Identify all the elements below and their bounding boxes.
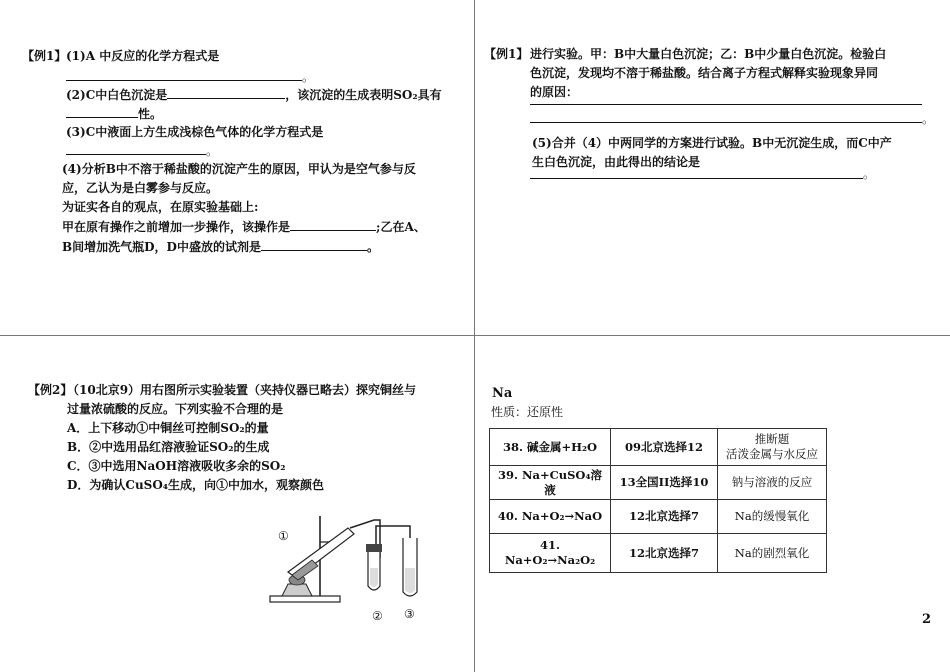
- q1-part4: [62, 160, 462, 257]
- q1-part4-line4: [62, 217, 462, 237]
- q1b-body: [530, 45, 930, 102]
- table-cell: 09北京选择12: [611, 429, 718, 466]
- q2-option-b[interactable]: B．②中选用品红溶液验证SO₂的生成: [67, 440, 270, 454]
- na-title: Na: [492, 386, 513, 401]
- q2-tag: 【例2】: [28, 383, 73, 397]
- q1-part4-line3: 为证实各自的观点，在原实验基础上:: [62, 200, 259, 214]
- q2-option-d[interactable]: D．为确认CuSO₄生成，向①中加水，观察颜色: [67, 478, 325, 492]
- answer-blank[interactable]: [66, 67, 302, 81]
- q2-option-a[interactable]: A．上下移动①中铜丝可控制SO₂的量: [67, 421, 269, 435]
- answer-blank[interactable]: [290, 217, 376, 231]
- table-cell: 12北京选择7: [611, 500, 718, 534]
- q1-part2-text-c: 性。: [138, 107, 163, 121]
- q1b-period-b: 。: [863, 167, 876, 181]
- table-cell: 39. Na+CuSO₄溶液: [490, 466, 611, 500]
- q1-part1-text: (1)A 中反应的化学方程式是: [66, 49, 220, 63]
- q1-part3-answer: [66, 141, 218, 161]
- q1b-line2: 色沉淀，发现均不溶于稀盐酸。结合离子方程式解释实验现象异同: [530, 66, 879, 80]
- q1-part1: [66, 47, 219, 66]
- q1-part2-cont: [66, 104, 162, 124]
- q1b-line1: 进行实验。甲：B中大量白色沉淀；乙：B中少量白色沉淀。检验白: [530, 47, 887, 61]
- q1b-line4: (5)合并（4）中两同学的方案进行试验。B中无沉淀生成，而C中产: [532, 136, 892, 150]
- answer-blank[interactable]: [167, 85, 285, 99]
- q1-part4-line1: (4)分析B中不溶于稀盐酸的沉淀产生的原因，甲认为是空气参与反: [62, 162, 416, 176]
- q1b-line3: 的原因：: [530, 85, 579, 99]
- table-cell: 钠与溶液的反应: [718, 466, 827, 500]
- q1-part2: [66, 85, 442, 105]
- q2-option-c[interactable]: C．③中选用NaOH溶液吸收多余的SO₂: [67, 459, 286, 473]
- q1b-tag: 【例1】: [484, 47, 529, 61]
- na-table: [489, 428, 827, 573]
- table-cell: 13全国II选择10: [611, 466, 718, 500]
- table-cell: 12北京选择7: [611, 534, 718, 573]
- table-row: [490, 534, 827, 573]
- q2-line2: 过量浓硫酸的反应。下列实验不合理的是: [67, 402, 284, 416]
- q1b-period-a: 。: [922, 112, 935, 126]
- q1-part1-answer: [66, 67, 314, 87]
- table-row: [490, 466, 827, 500]
- vertical-divider: [474, 0, 475, 672]
- q1-tag: 【例1】: [22, 49, 67, 63]
- apparatus-label-3: ③: [404, 607, 415, 621]
- table-cell: Na的剧烈氧化: [718, 534, 827, 573]
- q1-part4-text-d2: ;乙在A、: [376, 220, 426, 234]
- cell-line: 推断题: [754, 432, 790, 446]
- table-cell: 41. Na+O₂→Na₂O₂: [490, 534, 611, 573]
- cell-line: 活泼金属与水反应: [726, 447, 818, 461]
- table-cell: 40. Na+O₂→NaO: [490, 500, 611, 534]
- horizontal-divider: [0, 335, 950, 336]
- table-cell: [718, 429, 827, 466]
- q1-part4-line2: 应，乙认为是白雾参与反应。: [62, 181, 219, 195]
- q2-body: [67, 381, 467, 495]
- answer-line[interactable]: [530, 104, 922, 105]
- answer-blank[interactable]: [66, 141, 206, 155]
- answer-line[interactable]: [530, 178, 863, 179]
- page-number: 2: [922, 612, 932, 627]
- table-cell: 38. 碱金属+H₂O: [490, 429, 611, 466]
- q1-part4-text-d1: 甲在原有操作之前增加一步操作，该操作是: [62, 220, 291, 234]
- table-cell: Na的缓慢氧化: [718, 500, 827, 534]
- q1b-line5: 生白色沉淀，由此得出的结论是: [532, 155, 701, 169]
- q2-line1: （10北京9）用右图所示实验装置（夹持仪器已略去）探究铜丝与: [67, 383, 417, 397]
- q1-part4-line5: [62, 237, 462, 257]
- q1-part3-text: (3)C中液面上方生成浅棕色气体的化学方程式是: [66, 125, 324, 139]
- q1-period-3: 。: [206, 144, 219, 158]
- apparatus-label-1: ①: [278, 529, 289, 543]
- table-row: [490, 500, 827, 534]
- q1-part2-text-a: (2)C中白色沉淀是: [66, 88, 168, 102]
- answer-blank[interactable]: [66, 104, 138, 118]
- q1-part3: [66, 123, 323, 142]
- apparatus-diagram: [262, 508, 442, 628]
- q1-part2-text-b: ，该沉淀的生成表明SO₂具有: [285, 88, 442, 102]
- q1-part4-text-e1: B间增加洗气瓶D，D中盛放的试剂是: [62, 240, 261, 254]
- apparatus-label-2: ②: [372, 609, 383, 623]
- answer-blank[interactable]: [261, 237, 367, 251]
- q1-period-1: 。: [302, 70, 315, 84]
- table-row: [490, 429, 827, 466]
- q1-period-4: 。: [366, 240, 379, 254]
- na-property: 性质：还原性: [491, 405, 564, 419]
- answer-line[interactable]: [530, 122, 922, 123]
